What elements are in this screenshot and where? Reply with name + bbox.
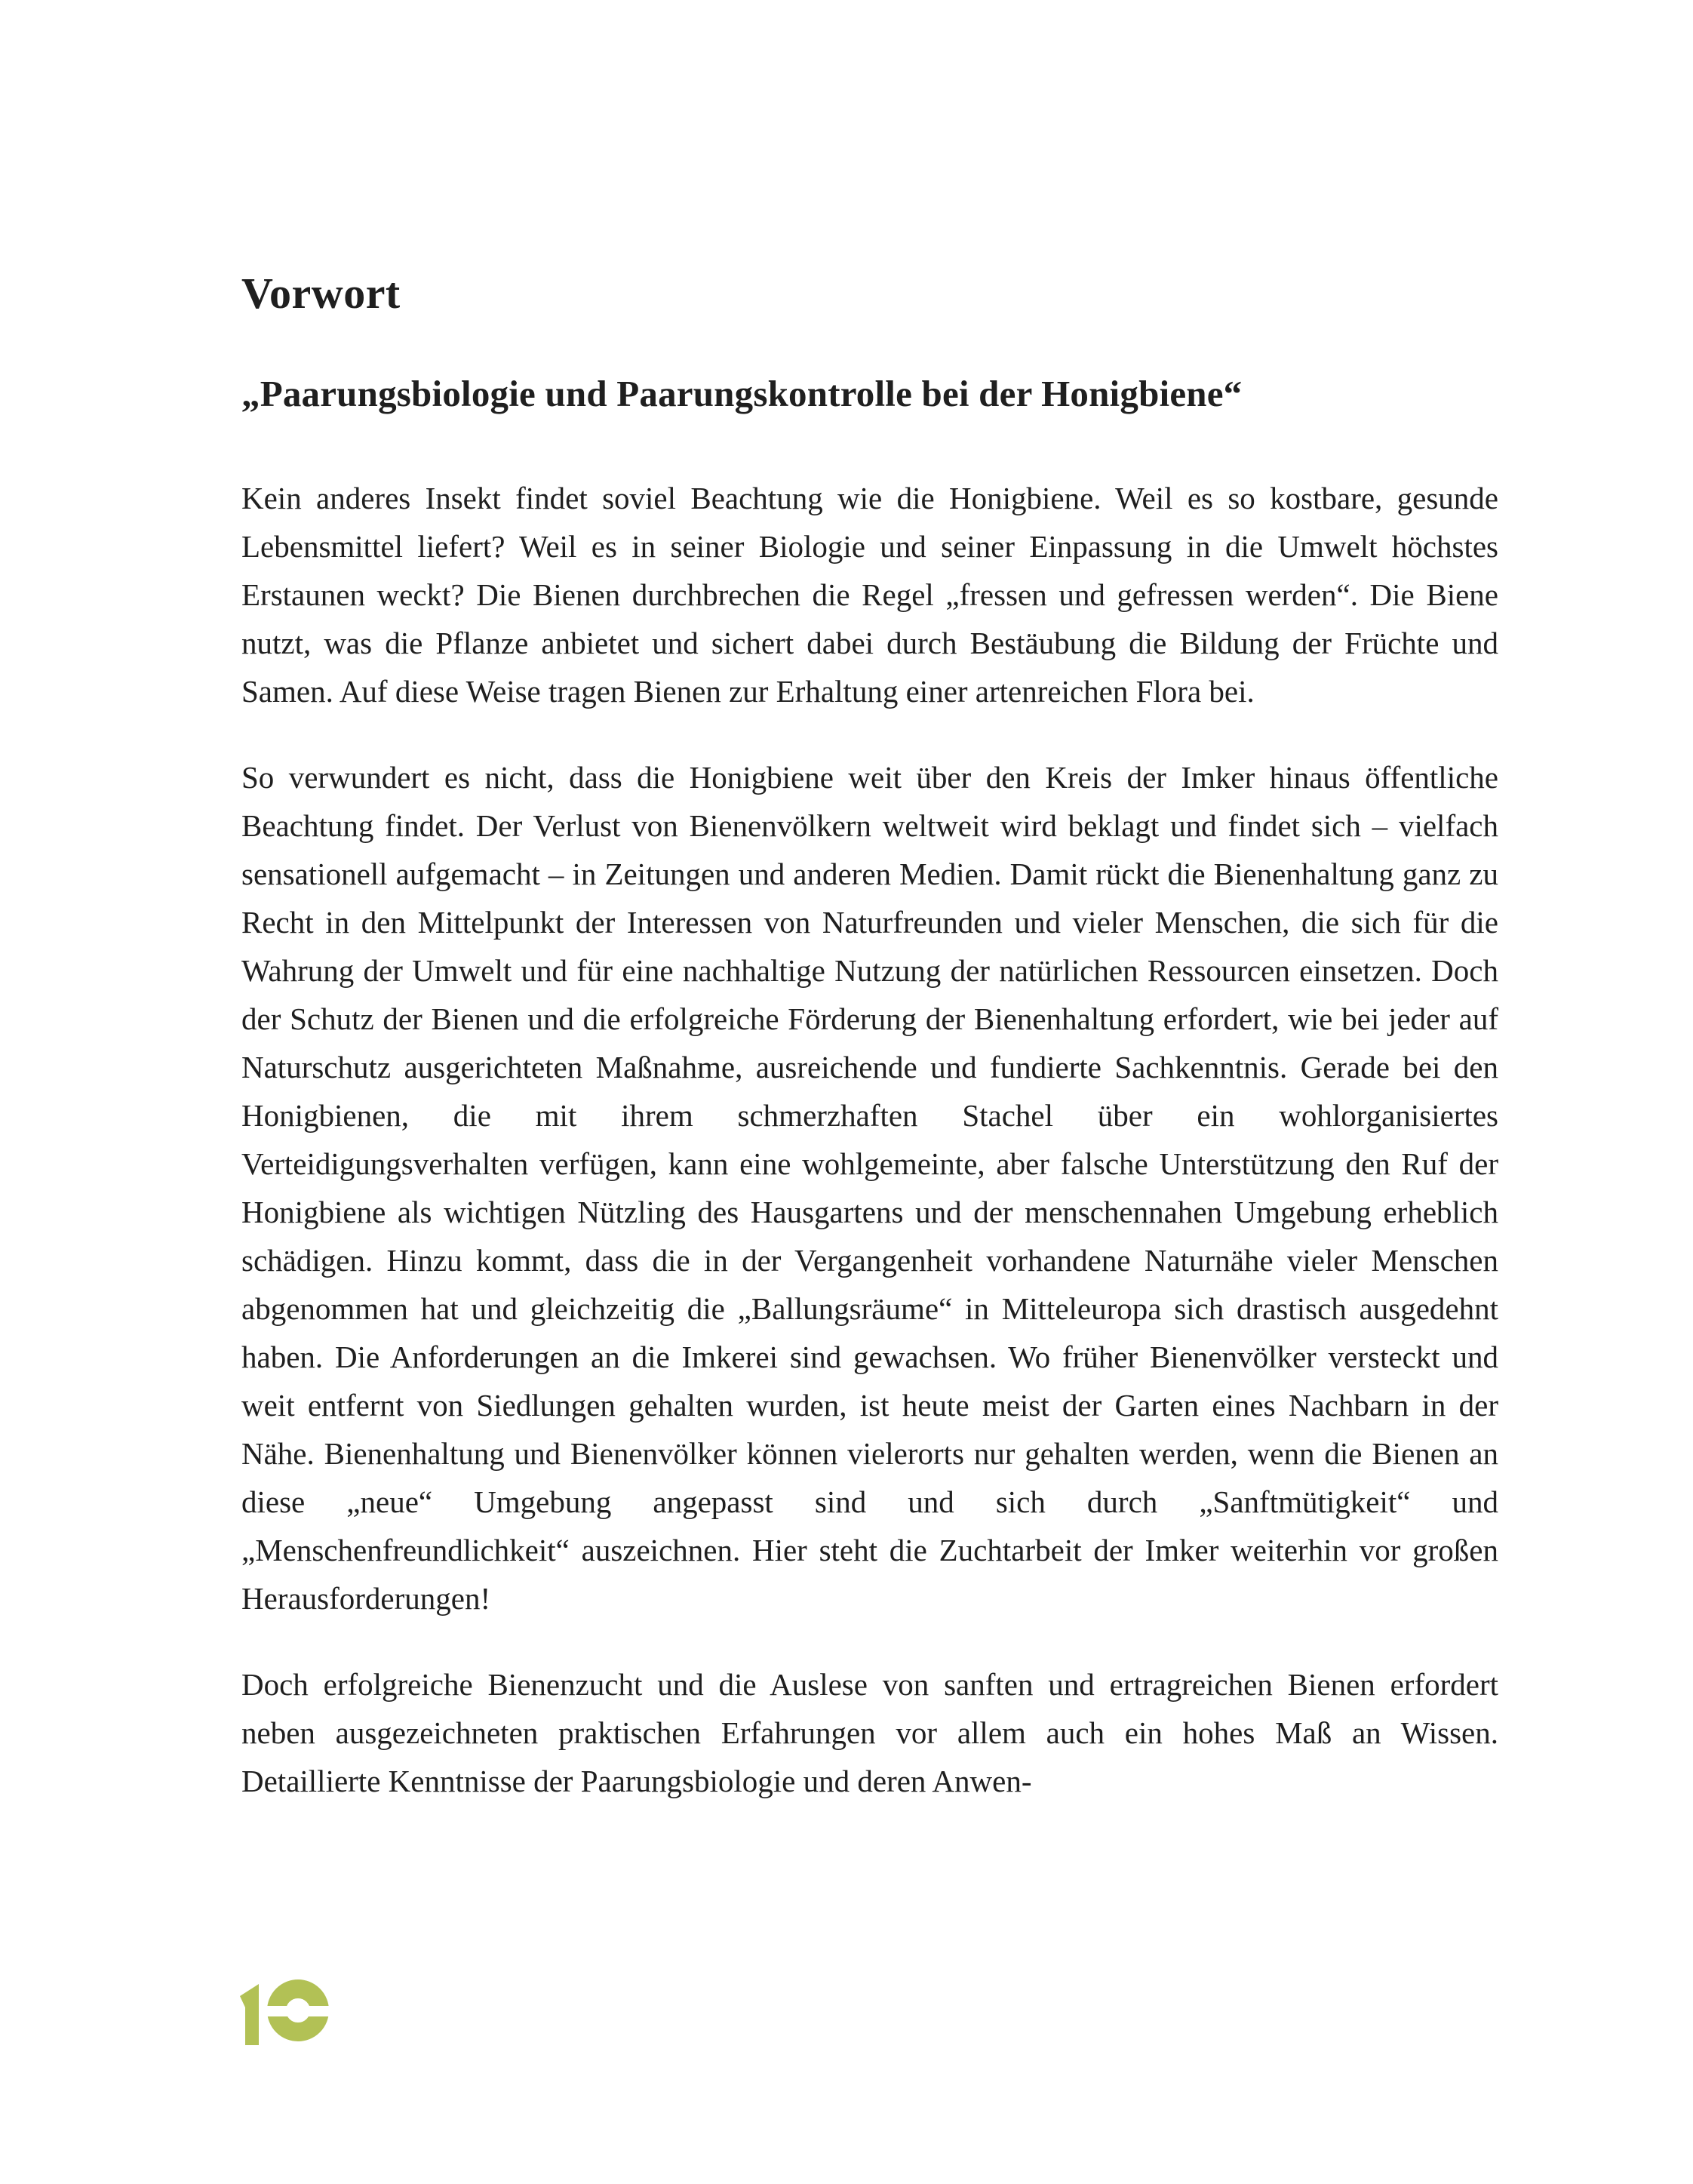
page-content <box>241 269 1498 1805</box>
chapter-subtitle: „Paarungsbiologie und Paarungskontrolle bei der Honigbiene“ <box>241 373 1243 414</box>
page-number-graphic <box>240 1979 332 2047</box>
body-paragraph-1: Kein anderes Insekt findet soviel Beachtung wie die Honigbiene. Weil es so kostbare, gesunde Lebensmittel liefert? Weil es in seiner Biologie und seiner Einpassung in die Umwelt höchstes Erstaunen weckt? Die Bienen durchbrechen die Regel „fressen und gefressen werden“. Die Biene nutzt, was die Pflanze anbietet und sichert dabei durch Bestäubung die Bildung der Früchte und Samen. Auf diese Weise tragen Bienen zur Erhaltung einer artenreichen Flora bei. <box>241 481 1498 709</box>
page-number <box>240 1979 332 2047</box>
body-paragraph-2: So verwundert es nicht, dass die Honigbiene weit über den Kreis der Imker hinaus öffentliche Beachtung findet. Der Verlust von Bienenvölkern weltweit wird beklagt und findet sich – vielfach sensationell aufgemacht – in Zeitungen und anderen Medien. Damit rückt die Bienenhaltung ganz zu Recht in den Mittelpunkt der Interessen von Naturfreunden und vieler Menschen, die sich für die Wahrung der Umwelt und für eine nachhaltige Nutzung der natürlichen Ressourcen einsetzen. Doch der Schutz der Bienen und die erfolgreiche Förderung der Bienenhaltung erfordert, wie bei jeder auf Naturschutz ausgerichteten Maßnahme, ausreichende und fundierte Sachkenntnis. Gerade bei den Honigbienen, die mit ihrem schmerzhaften Stachel über ein wohlorganisiertes Verteidigungsverhalten verfügen, kann eine wohlgemeinte, aber falsche Unterstützung den Ruf der Honigbiene als wichtigen Nützling des Hausgartens und der menschennahen Umgebung erheblich schädigen. Hinzu kommt, dass die in der Vergangenheit vorhandene Naturnähe vieler Menschen abgenommen hat und gleichzeitig die „Ballungsräume“ in Mitteleuropa sich drastisch ausgedehnt haben. Die Anforderungen an die Imkerei sind gewachsen. Wo früher Bienenvölker versteckt und weit entfernt von Siedlungen gehalten wurden, ist heute meist der Garten eines Nachbarn in der Nähe. Bienenhaltung und Bienenvölker können vielerorts nur gehalten werden, wenn die Bienen an diese „neue“ Umgebung angepasst sind und sich durch „Sanftmütigkeit“ und „Menschenfreundlichkeit“ auszeichnen. Hier steht die Zuchtarbeit der Imker weiterhin vor großen Herausforderungen! <box>241 760 1498 1616</box>
body-text <box>241 474 1498 1805</box>
digit-0-slit-right <box>308 2006 332 2016</box>
body-paragraph-3: Doch erfolgreiche Bienenzucht und die Auslese von sanften und ertragreichen Bienen erfordert neben ausgezeichneten praktischen Erfahrungen vor allem auch ein hohes Maß an Wissen. Detaillierte Kenntnisse der Paarungsbiologie und deren Anwen- <box>241 1667 1498 1798</box>
digit-0-slit-left <box>261 2006 288 2016</box>
page-title: Vorwort <box>241 269 401 318</box>
digit-1-shape <box>240 1984 259 2045</box>
